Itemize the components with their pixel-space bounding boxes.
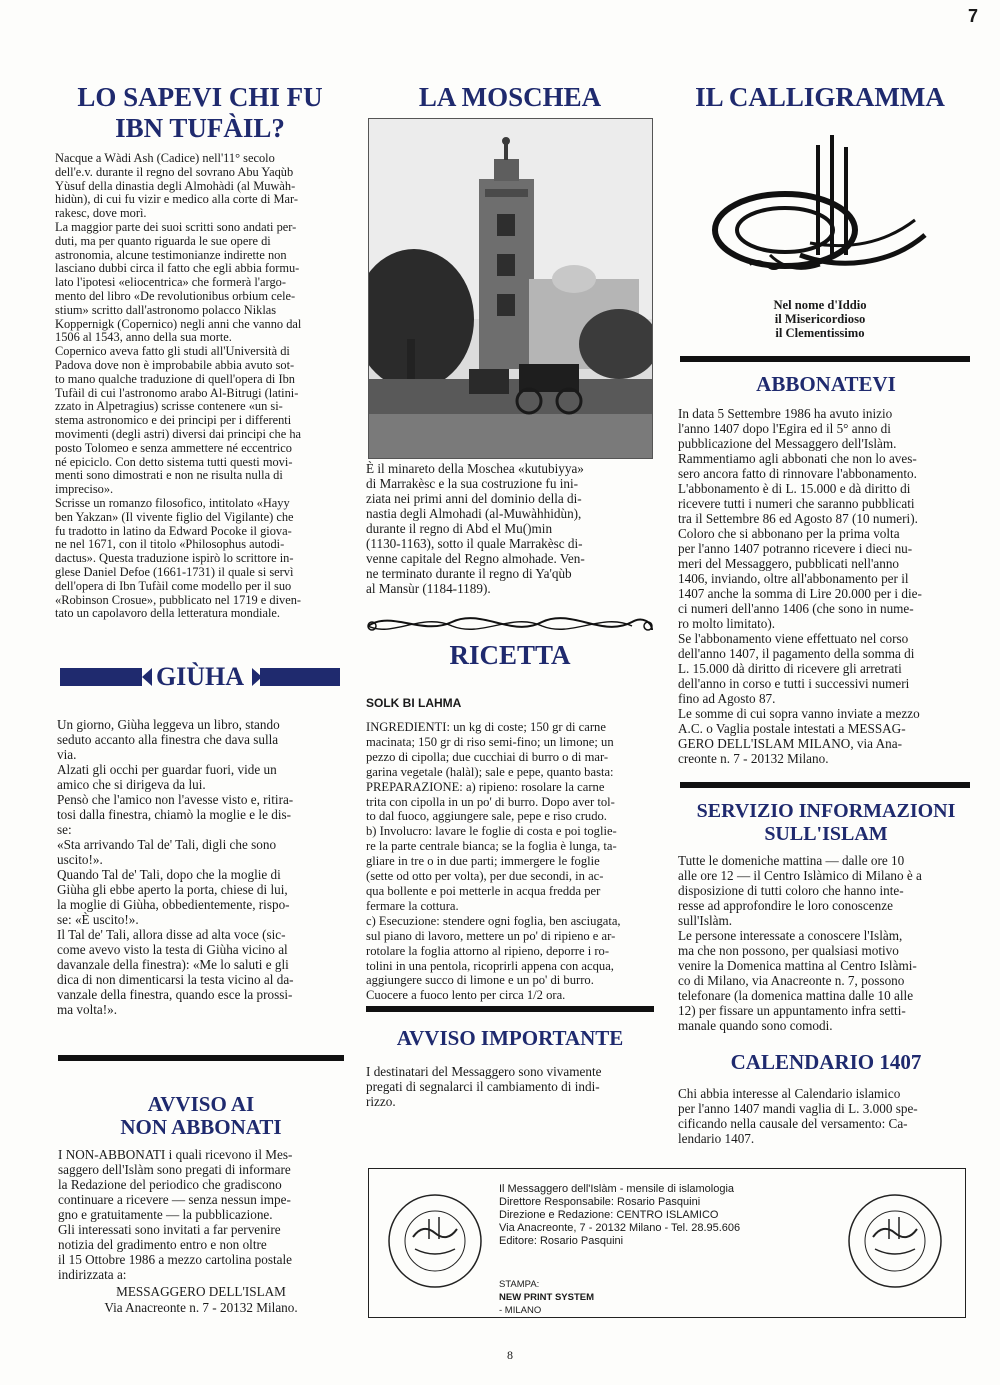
servizio-body: Tutte le domeniche mattina — dalle ore 10 alle ore 12 — il Centro Islàmico di Milano è a disposizione di tutti coloro che hanno inte- resse ad approfondire le loro conoscenze sull'Islàm. Le persone interessate a conoscere l'Islàm, ma che non possono, per qualsiasi motivo venire la Domenica mattina al Centro Islàmi- co di Milano, via Anacreonte n. 7, possono telefonare (la domenica mattina dalle 10 alle 12) per fissare un appuntamento infra setti- manale quando sono comodi.: [678, 853, 922, 1033]
ricetta-body: INGREDIENTI: un kg di coste; 150 gr di carne macinata; 150 gr di riso semi-fino; un limone; un pezzo di cipolla; due cucchiai di burro o di mar- garina vegetale (halàl); sale e pepe, quanto basta: PREPARAZIONE: a) ripieno: rosolare la carne trita con cipolla in un po' di burro. Dopo aver tol- to dal fuoco, aggiungere sale, pepe e riso crudo. b) Involucro: lavare le foglie di costa e poi toglie- re la parte centrale bianca; se la foglia è lunga, ta- gliare in tre o in due parti; immergere le foglie (sette od otto per volta), per due secondi, in ac- qua bollente e poi metterle in acqua fredda per fermare la cottura. c) Esecuzione: stendere ogni foglia, ben asciugata, sul piano di lavoro, mettere un po' di ripieno e ar- rotolare la foglia attorno al ripieno, deporre i ro- tolini in una pentola, ricoprirli appena con acqua, aggiungere succo di limone e un po' di burro. Cuocere a fuoco lento per circa 1/2 ora.: [366, 720, 621, 1003]
minaret-illustration: [369, 119, 652, 458]
rule-col3-mid: [680, 782, 970, 788]
banner-bar-right: [260, 668, 340, 686]
colophon-text: Il Messaggero dell'Islàm - mensile di islamologia Direttore Responsabile: Rosario Pasquini Direzione e Redazione: CENTRO ISLAMICO Via Anacreonte, 7 - 20132 Milano - Tel. 28.95.606 Editore: Rosario Pasquini: [499, 1183, 741, 1247]
colophon-stampa: [499, 1265, 829, 1317]
stampa-name: NEW PRINT SYSTEM: [499, 1292, 595, 1303]
seal-right: [843, 1189, 947, 1293]
abbonatevi-title: ABBONATEVI: [756, 372, 896, 396]
banner-bar-left: [60, 668, 142, 686]
stampa-city: - MILANO: [499, 1305, 542, 1316]
ricetta-title: RICETTA: [449, 640, 571, 670]
rule-col3-top: [680, 356, 970, 362]
ornament-divider: [362, 604, 658, 644]
ricetta-subtitle: SOLK BI LAHMA: [366, 696, 462, 710]
avviso-address-street: Via Anacreonte n. 7 - 20132 Milano.: [104, 1300, 298, 1315]
rule-col2: [366, 1006, 654, 1012]
calligramma-caption: Nel nome d'Iddio il Misericordioso il Clementissimo: [773, 298, 867, 340]
avviso-importante-body: I destinatari del Messaggero sono vivamente pregati di segnalarci il cambiamento di indi- rizzo.: [366, 1064, 602, 1109]
corner-mark: 7: [968, 6, 979, 26]
calendario-body: Chi abbia interesse al Calendario islamico per l'anno 1407 mandi vaglia di L. 3.000 spe- cificando nella causale del versamento: Ca- lendario 1407.: [678, 1086, 918, 1146]
moschea-title: LA MOSCHEA: [418, 82, 602, 112]
avviso-importante-title: AVVISO IMPORTANTE: [396, 1026, 624, 1050]
minaret-photo: [368, 118, 653, 459]
rule-col1: [58, 1055, 344, 1061]
avviso-nonabbonati-title: AVVISO AI NON ABBONATI: [120, 1092, 282, 1139]
calendario-title: CALENDARIO 1407: [730, 1050, 922, 1074]
page-number: 8: [507, 1348, 513, 1362]
calligramma-title: IL CALLIGRAMMA: [695, 82, 945, 112]
ibn-tufail-title: LO SAPEVI CHI FU IBN TUFÀIL?: [77, 82, 323, 143]
calligram-tughra-icon: [700, 125, 940, 285]
abbonatevi-body: In data 5 Settembre 1986 ha avuto inizio l'anno 1407 dopo l'Egira ed il 5° anno di pubblicazione del Messaggero dell'Islàm. Rammentiamo agli abbonati che non lo aves- sero ancora fatto di rinnovare l'abbonamento. L'abbonamento è di L. 15.000 e dà diritto di ricevere tutti i numeri che saranno pubblicati tra il Settembre 86 ed Agosto 87 (10 numeri). Coloro che si abbonano per la prima volta per l'anno 1407 potranno ricevere i dieci nu- meri del Messaggero, pubblicati nell'anno 1406, inviando, oltre all'abbonamento per il 1407 anche la somma di Lire 20.000 per i die- ci numeri dell'anno 1406 (che sono in nume- ro molto limitato). Se l'abbonamento viene effettuato nel corso dell'anno 1407, il pagamento della somma di L. 15.000 dà diritto di ricevere gli arretrati dell'anno in corso e tutti i successivi numeri fino ad Agosto 87. Le somme di cui sopra vanno inviate a mezzo A.C. o Vaglia postale intestati a MESSAG- GERO DELL'ISLAM MILANO, via Ana- creonte n. 7 - 20132 Milano.: [678, 406, 922, 766]
seal-left: [383, 1189, 487, 1293]
colophon-box: [368, 1168, 966, 1318]
avviso-nonabbonati-body: I NON-ABBONATI i quali ricevono il Mes- saggero dell'Islàm sono pregati di informare la Redazione del periodico che gradiscono continuare a ricevere — senza nessun impe- gno e gratuitamente — la pubblicazione. Gli interessati sono invitati a far pervenire notizia del gradimento entro e non oltre il 15 Ottobre 1986 a mezzo cartolina postale indirizzata a:: [58, 1147, 293, 1282]
stampa-label: STAMPA:: [499, 1279, 540, 1290]
ibn-tufail-body: Nacque a Wàdi Ash (Cadice) nell'11° secolo dell'e.v. durante il regno del sovrano Abu Yaqùb Yùsuf della dinastia degli Almohàdi (al Muwàh- hidùn), di cui fu vizir e medico alla corte di Mar- rakesc, dove morì. La maggior parte dei suoi scritti sono andati per- duti, ma per quanto riguarda le sue opere di astronomia, alcune testimonianze indirette non lasciano dubbi circa il fatto che egli abbia formu- lato l'ipotesi «eliocentrica» che formerà l'argo- mento del libro «De revolutionibus orbium cele- stium» scritto dall'astronomo polacco Niklas Koppernigk (Copernico) negli anni che vanno dal 1506 al 1543, anno della sua morte. Copernico aveva fatto gli studi all'Università di Padova dove non è improbabile abbia avuto sot- to mano qualche traduzione di quell'opera di Ibn Tufàil di cui l'astronomo arabo Al-Bitrugi (latini- zzato in Alpetragius) scrisse contenere «un si- stema astronomico e dei principi per i differenti movimenti (degli astri) diversi dai principi che ha posto Tolomeo e senza ammettere né eccentrico né epiciclo. Con detto sistema tutti questi movi- menti sono dimostrati e non ne risulta nulla di impreciso». Scrisse un romanzo filosofico, intitolato «Hayy ben Yakzan» (Il vivente figlio del Vigilante) che fu tradotto in latino da Edward Pocoke il giova- ne nel 1671, con il titolo «Philosophus autodi- dactus». Questa traduzione ispirò lo scrittore in- glese Daniel Defoe (1661-1731) il quale si servì dell'opera di Ibn Tufàil come modello per il suo «Robinson Crosue», pubblicato nel 1719 e diven- tato un capolavoro della letteratura mondiale.: [55, 151, 302, 621]
moschea-caption: È il minareto della Moschea «kutubiyya» di Marrakèsc e la sua costruzione fu ini- ziata nei primi anni del dominio della di- nastia degli Almohadi (al-Muwàhhidùn), durante il regno di Abd el Mu()min (1130-1163), sotto il quale Marrakèsc di- venne capitale del Regno almohade. Ven- ne terminato durante il regno di Ya'qùb al Mansùr (1184-1189).: [366, 461, 585, 596]
servizio-title: SERVIZIO INFORMAZIONI SULL'ISLAM: [696, 800, 956, 845]
giuha-title: GIÙHA: [155, 662, 245, 691]
giuha-body: Un giorno, Giùha leggeva un libro, stando seduto accanto alla finestra che dava sulla via. Alzati gli occhi per guardar fuori, vide un amico che si dirigeva da lui. Pensò che l'amico non l'avesse visto e, ritira- tosi dalla finestra, chiamò la moglie e le dis- se: «Sta arrivando Tal de' Tali, digli che sono uscito!». Quando Tal de' Tali, dopo che la moglie di Giùha gli ebbe aperto la porta, chiese di lui, la moglie di Giùha, obbedientemente, rispo- se: «È uscito!». Il Tal de' Tali, allora disse ad alta voce (sic- come avevo visto la testa di Giùha vicino al davanzale della finestra): «Me lo saluti e gli dica di non dimenticarsi la testa vicino al da- vanzale della finestra, quando esce la prossi- ma volta!».: [57, 717, 294, 1017]
avviso-address-name: MESSAGGERO DELL'ISLAM: [116, 1284, 286, 1299]
giuha-banner: [60, 664, 340, 690]
